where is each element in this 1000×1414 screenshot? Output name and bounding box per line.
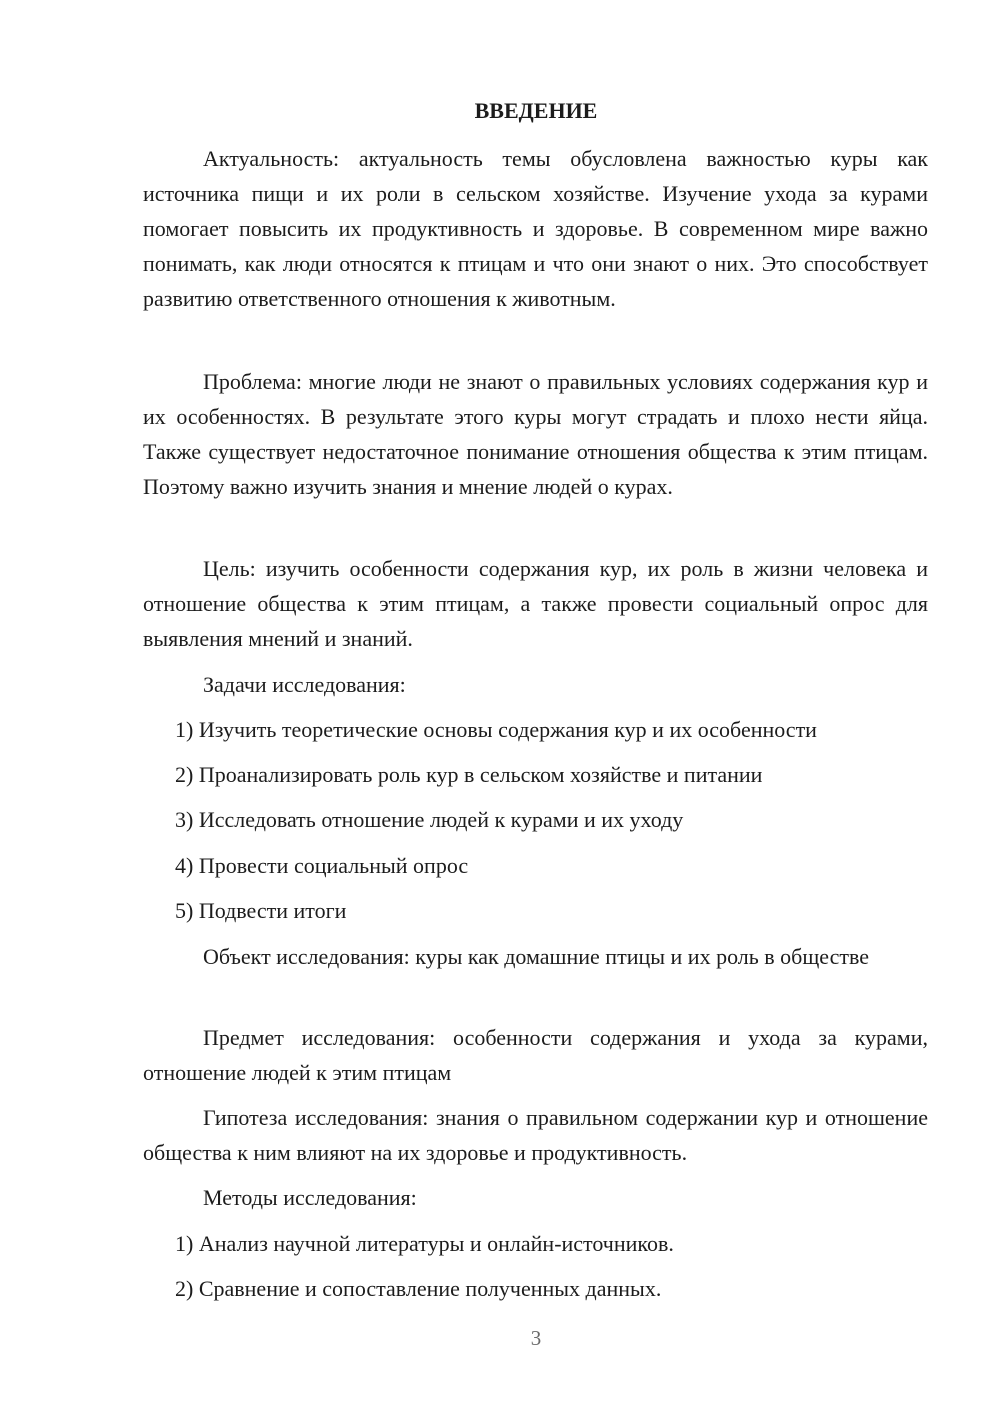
tasks-label: Задачи исследования: xyxy=(203,672,406,697)
task-item: 3) Исследовать отношение людей к курами и их уходу xyxy=(175,807,684,832)
paragraph-object: Объект исследования: куры как домашние птицы и их роль в обществе xyxy=(203,944,870,969)
paragraph-goal: Цель: изучить особенности содержания кур, их роль в жизни человека и отношение общества к этим птицам, а также провести социальный опрос для выявления мнений и знаний. xyxy=(143,556,928,651)
paragraph-subject: Предмет исследования: особенности содержания и ухода за курами, отношение людей к этим птицам xyxy=(143,1025,928,1085)
task-item: 5) Подвести итоги xyxy=(175,898,347,923)
task-item: 1) Изучить теоретические основы содержания кур и их особенности xyxy=(175,717,817,742)
task-item: 2) Проанализировать роль кур в сельском хозяйстве и питании xyxy=(175,762,763,787)
paragraph-hypothesis: Гипотеза исследования: знания о правильном содержании кур и отношение общества к ним влияют на их здоровье и продуктивность. xyxy=(143,1105,928,1165)
paragraph-relevance: Актуальность: актуальность темы обусловлена важностью куры как источника пищи и их роли в сельском хозяйстве. Изучение ухода за курами помогает повысить их продуктивность и здоровье. В современном мире важно понимать, как люди относятся к птицам и что они знают о них. Это способствует развитию ответственного отношения к животным. xyxy=(143,146,928,311)
method-item: 1) Анализ научной литературы и онлайн-источников. xyxy=(175,1231,674,1256)
paragraph-problem: Проблема: многие люди не знают о правильных условиях содержания кур и их особенностях. В результате этого куры могут страдать и плохо нести яйца. Также существует недостаточное понимание отношения общества к этим птицам. Поэтому важно изучить знания и мнение людей о курах. xyxy=(143,369,928,499)
section-heading: ВВЕДЕНИЕ xyxy=(474,98,598,123)
methods-label: Методы исследования: xyxy=(203,1185,417,1210)
task-item: 4) Провести социальный опрос xyxy=(175,853,469,878)
method-item: 2) Сравнение и сопоставление полученных данных. xyxy=(175,1276,662,1301)
page-number: 3 xyxy=(530,1326,542,1350)
